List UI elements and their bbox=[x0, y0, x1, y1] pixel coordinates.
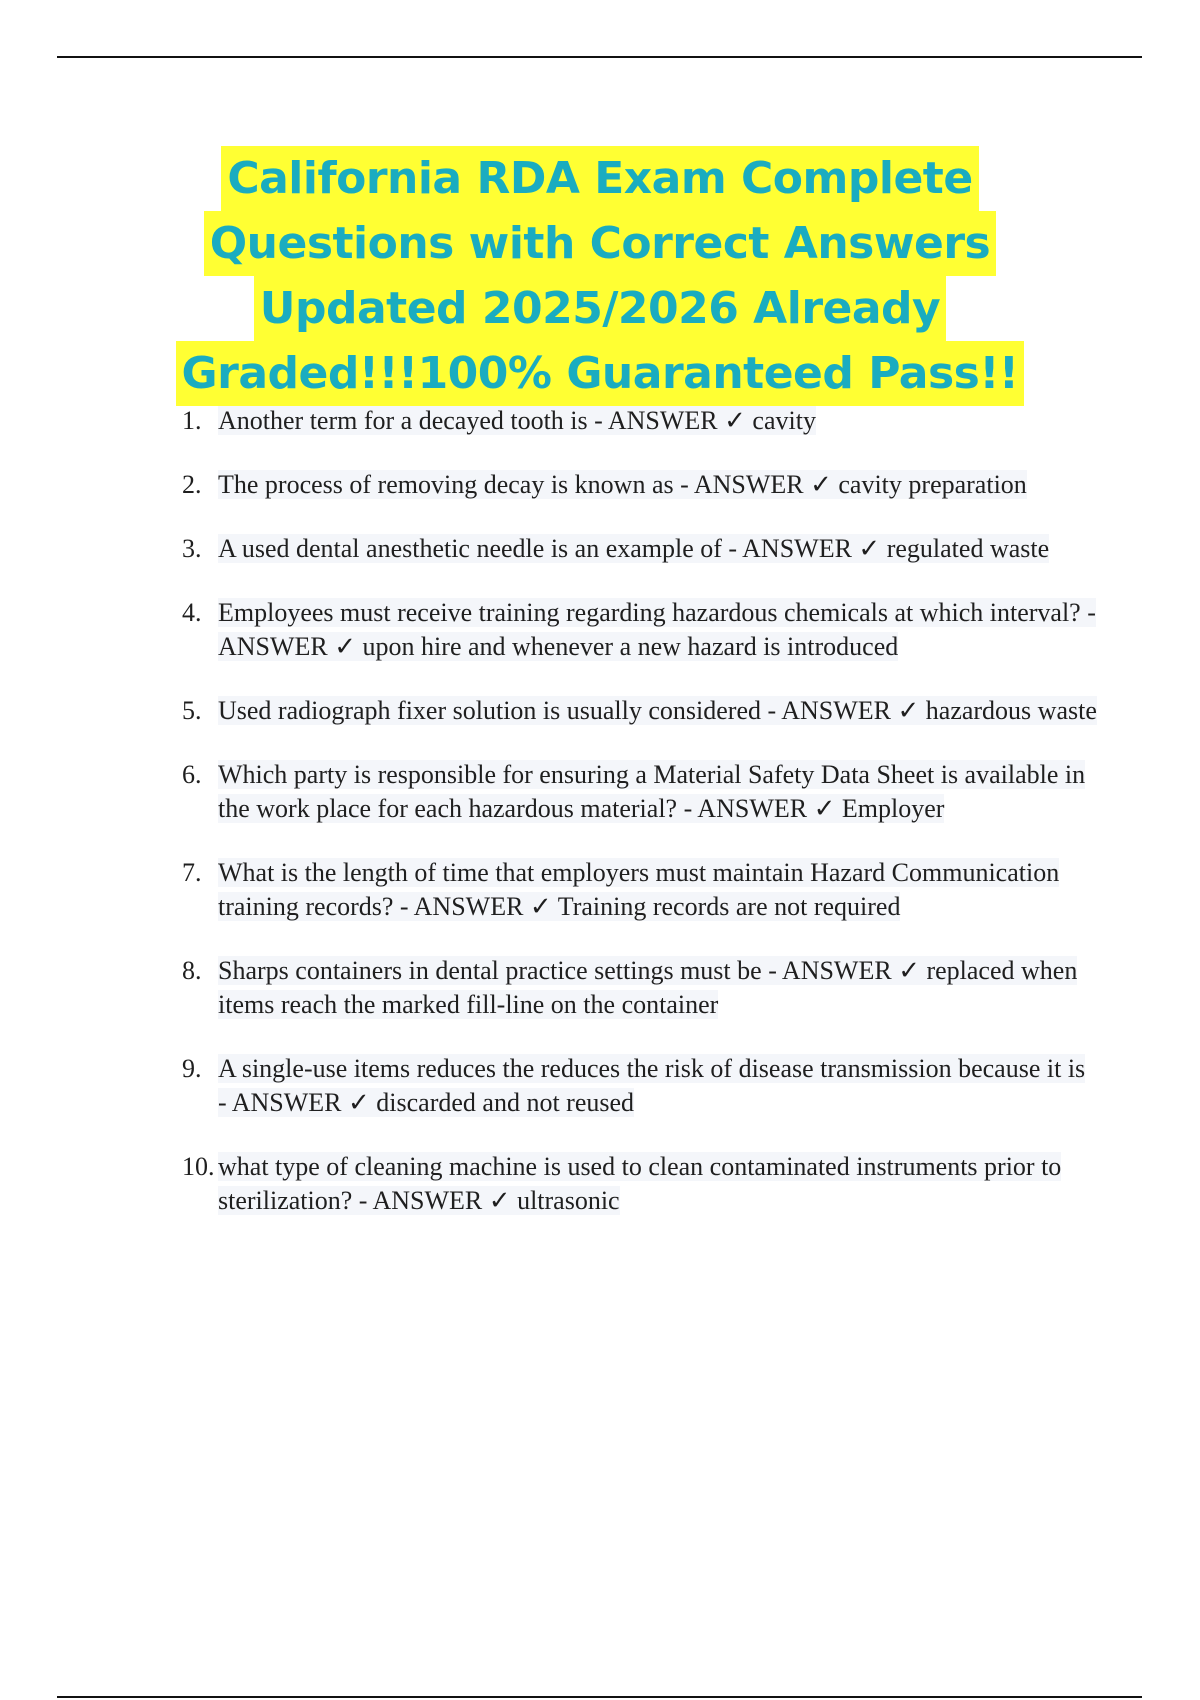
title-line-2: Questions with Correct Answers bbox=[204, 211, 996, 276]
question-item-7 bbox=[170, 856, 1100, 924]
question-text: Another term for a decayed tooth is - ANSWER ✓ cavity bbox=[218, 406, 816, 435]
top-rule bbox=[57, 56, 1142, 58]
question-text: Sharps containers in dental practice settings must be - ANSWER ✓ replaced when items reach the marked fill-line on the container bbox=[218, 956, 1078, 1019]
question-item-6 bbox=[170, 758, 1100, 826]
question-text: what type of cleaning machine is used to clean contaminated instruments prior to sterilization? - ANSWER ✓ ultrasonic bbox=[218, 1152, 1062, 1215]
question-item-1 bbox=[170, 404, 1100, 438]
question-number: 2. bbox=[182, 470, 202, 499]
question-item-5 bbox=[170, 694, 1100, 728]
question-item-2 bbox=[170, 468, 1100, 502]
question-text: Which party is responsible for ensuring a Material Safety Data Sheet is available in the work place for each hazardous material? - ANSWER ✓ Employer bbox=[218, 760, 1086, 823]
question-number: 1. bbox=[182, 406, 202, 435]
title-line-3: Updated 2025/2026 Already bbox=[254, 276, 946, 341]
question-text: Employees must receive training regarding hazardous chemicals at which interval? - ANSWER ✓ upon hire and whenever a new hazard is introduced bbox=[218, 598, 1096, 661]
bottom-rule bbox=[57, 1696, 1142, 1698]
question-item-8 bbox=[170, 954, 1100, 1022]
question-number: 9. bbox=[182, 1054, 202, 1083]
question-text: Used radiograph fixer solution is usually considered - ANSWER ✓ hazardous waste bbox=[218, 696, 1097, 725]
question-number: 6. bbox=[182, 760, 202, 789]
question-number: 10. bbox=[182, 1152, 215, 1181]
question-number: 8. bbox=[182, 956, 202, 985]
question-text: A used dental anesthetic needle is an example of - ANSWER ✓ regulated waste bbox=[218, 534, 1050, 563]
question-number: 5. bbox=[182, 696, 202, 725]
question-item-4 bbox=[170, 596, 1100, 664]
title-line-4: Graded!!!100% Guaranteed Pass!! bbox=[176, 341, 1025, 406]
document-title bbox=[150, 146, 1050, 406]
question-number: 7. bbox=[182, 858, 202, 887]
question-list bbox=[170, 404, 1100, 1248]
question-text: A single-use items reduces the reduces the risk of disease transmission because it is - ANSWER ✓ discarded and not reused bbox=[218, 1054, 1086, 1117]
question-item-9 bbox=[170, 1052, 1100, 1120]
question-text: The process of removing decay is known as - ANSWER ✓ cavity preparation bbox=[218, 470, 1027, 499]
title-line-1: California RDA Exam Complete bbox=[221, 146, 978, 211]
question-number: 3. bbox=[182, 534, 202, 563]
question-item-10 bbox=[170, 1150, 1100, 1218]
question-number: 4. bbox=[182, 598, 202, 627]
question-text: What is the length of time that employers must maintain Hazard Communication training records? - ANSWER ✓ Training records are not required bbox=[218, 858, 1060, 921]
question-item-3 bbox=[170, 532, 1100, 566]
